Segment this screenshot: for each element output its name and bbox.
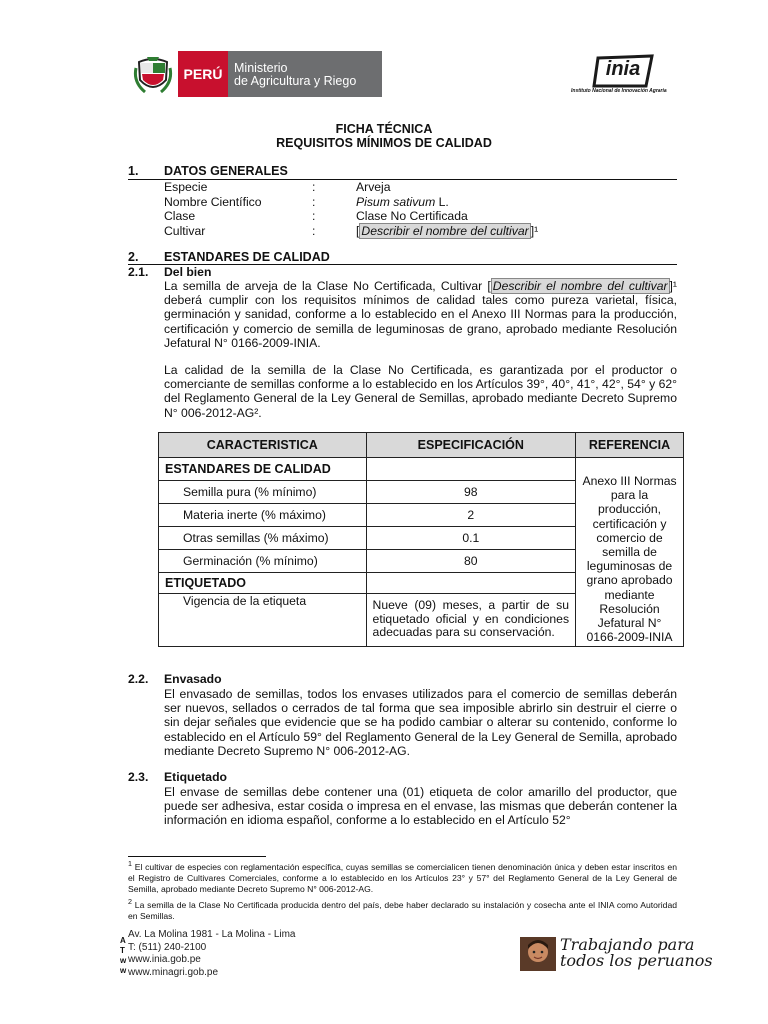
group-labeling: ETIQUETADO (159, 573, 367, 594)
footer-letter: A (120, 936, 126, 945)
row-value: Arveja (356, 180, 391, 194)
section1-number: 1. (128, 164, 139, 178)
general-data-list (164, 180, 584, 238)
footer-address: Av. La Molina 1981 - La Molina - Lima (128, 929, 296, 940)
footer-link-inia[interactable]: www.inia.gob.pe (128, 954, 201, 965)
footnote-1-text: El cultivar de especies con reglamentación específica, cuyas semillas se comercialicen tienen denominación única y deben estar inscritos en el Registro de Cultivares Comerciales, conforme a lo establecido en los Artículos 23° y 57° del Reglamento General de la Ley General de Semilla, aprobado mediante Decreto Supremo N° 006-2012-AG. (128, 861, 677, 894)
cultivar-placeholder-inline[interactable]: Describir el nombre del cultivar (492, 279, 668, 293)
peru-coat-of-arms (133, 54, 173, 96)
footer-letter: w (120, 956, 127, 965)
general-data-row (164, 224, 584, 239)
sub3-heading: Etiquetado (164, 770, 227, 784)
footnote-2-mark: 2 (128, 898, 132, 906)
characteristic-cell: Vigencia de la etiqueta (159, 594, 367, 647)
row-sep: : (312, 180, 316, 194)
footer-letter: w (120, 966, 127, 975)
para1-start: La semilla de arveja de la Clase No Certificada, Cultivar [ (164, 279, 491, 293)
section2-heading: ESTANDARES DE CALIDAD (164, 250, 330, 264)
table-header-row (159, 433, 684, 458)
section2-number: 2. (128, 250, 139, 264)
characteristic-cell: Semilla pura (% mínimo) (159, 481, 367, 504)
characteristic-cell: Materia inerte (% máximo) (159, 504, 367, 527)
footnote-1-mark: 1 (128, 860, 132, 868)
value-cell: Nueve (09) meses, a partir de su etiquetado oficial y en condiciones adecuadas para su conservación. (366, 594, 576, 647)
footnote-1 (128, 859, 677, 895)
general-data-row (164, 180, 584, 195)
document-title (0, 122, 768, 150)
footnote-2-text: La semilla de la Clase No Certificada producida dentro del país, debe haber declarado su instalación y cosecha ante el INIA como Autoridad en Semillas. (128, 899, 677, 921)
value-cell: 98 (366, 481, 576, 504)
row-value (356, 224, 538, 238)
title-line2: REQUISITOS MÍNIMOS DE CALIDAD (276, 136, 492, 150)
paragraph-garantia: La calidad de la semilla de la Clase No Certificada, es garantizada por el productor o comerciante de semillas conforme a lo establecido en los Artículos 39°, 40°, 41°, 42°, 54° y 62° del Reglamento General de la Ley General de Semillas, aprobado mediante Decreto Supremo N° 006-2012-AG². (164, 363, 677, 420)
footnote-2 (128, 897, 677, 922)
peru-label: PERÚ (178, 51, 228, 97)
ministry-line1: Ministerio (234, 61, 288, 75)
row-sep: : (312, 223, 316, 238)
ministry-name (234, 62, 356, 88)
row-label: Especie (164, 180, 208, 194)
col-header-reference: REFERENCIA (576, 433, 684, 458)
para1-end: ]¹ deberá cumplir con los requisitos mínimos de calidad tales como pureza varietal, física, germinación y sanidad, conforme a lo establecido en el Anexo III Normas para la producción, certificación y comercio de semilla de leguminosas de grano, aprobado mediante Resolución Jefatural N° 0166-2009-INIA. (164, 279, 677, 350)
value-cell: 2 (366, 504, 576, 527)
row-sep: : (312, 209, 316, 223)
quality-table (158, 432, 684, 647)
inia-subtitle: Instituto Nacional de Innovación Agraria (571, 88, 667, 94)
paragraph-etiquetado: El envase de semillas debe contener una (01) etiqueta de color amarillo del productor, que puede ser adhesiva, estar cosida o impresa en el envase, las mismas que deberán contener la información en idioma español, conforme a lo establecido en el Artículo 52° (164, 785, 677, 828)
sub2-heading: Envasado (164, 672, 222, 686)
sub1-heading: Del bien (164, 265, 212, 279)
empty-cell (366, 458, 576, 481)
row-value: Clase No Certificada (356, 209, 468, 223)
footer-letters (120, 936, 126, 976)
footer-link-minagri[interactable]: www.minagri.gob.pe (128, 966, 219, 978)
title-line1: FICHA TÉCNICA (335, 122, 433, 136)
table-group-row (159, 458, 684, 481)
cultivar-placeholder-field[interactable]: Describir el nombre del cultivar (361, 223, 529, 238)
sub1-number: 2.1. (128, 265, 149, 279)
sub2-number: 2.2. (128, 672, 149, 686)
paragraph-del-bien (164, 279, 677, 350)
footer-contact (128, 929, 296, 979)
value-cell: 80 (366, 550, 576, 573)
inia-logo-text: inia (605, 58, 641, 80)
slogan-line2: todos los peruanos (560, 951, 713, 970)
reference-cell: Anexo III Normas para la producción, certificación y comercio de semilla de leguminosas de grano aprobado mediante Resolución Jefatural N° 0166-2009-INIA (576, 458, 684, 647)
row-value (356, 195, 449, 209)
footnote-separator (128, 856, 266, 857)
characteristic-cell: Otras semillas (% máximo) (159, 527, 367, 550)
col-header-characteristic: CARACTERISTICA (159, 433, 367, 458)
col-header-specification: ESPECIFICACIÓN (366, 433, 576, 458)
row-label: Nombre Científico (164, 194, 262, 209)
bracket-close: ]¹ (530, 223, 539, 238)
group-standards: ESTANDARES DE CALIDAD (159, 458, 367, 481)
ministry-line2: de Agricultura y Riego (234, 74, 357, 88)
slogan-line1: Trabajando para (560, 935, 695, 954)
child-photo (520, 937, 556, 971)
scientific-name: Pisum sativum (356, 194, 436, 209)
paragraph-envasado: El envasado de semillas, todos los envases utilizados para el comercio de semillas deberán ser nuevos, sellados o cerrados de tal forma que sea imposible abrirlo sin destruir el cierre o sin dejar señales que evidencie que se ha podido cambiar o alterar su contenido, conforme lo establecido en el Artículo 59° del Reglamento General de la Ley General de Semilla, aprobado mediante Decreto Supremo N° 006-2012-AG. (164, 687, 677, 758)
row-sep: : (312, 194, 316, 209)
general-data-row (164, 195, 584, 210)
row-label: Cultivar (164, 223, 206, 238)
section1-heading: DATOS GENERALES (164, 164, 288, 178)
general-data-row (164, 209, 584, 224)
empty-cell (366, 573, 576, 594)
author-suffix: L. (435, 194, 449, 209)
bracket-open: [ (356, 223, 360, 238)
footer-phone: T: (511) 240-2100 (128, 941, 207, 953)
value-cell: 0.1 (366, 527, 576, 550)
footer-letter: T (120, 946, 125, 955)
slogan (560, 937, 713, 969)
inia-logo (592, 54, 654, 88)
row-label: Clase (164, 209, 196, 223)
characteristic-cell: Germinación (% mínimo) (159, 550, 367, 573)
sub3-number: 2.3. (128, 770, 149, 784)
